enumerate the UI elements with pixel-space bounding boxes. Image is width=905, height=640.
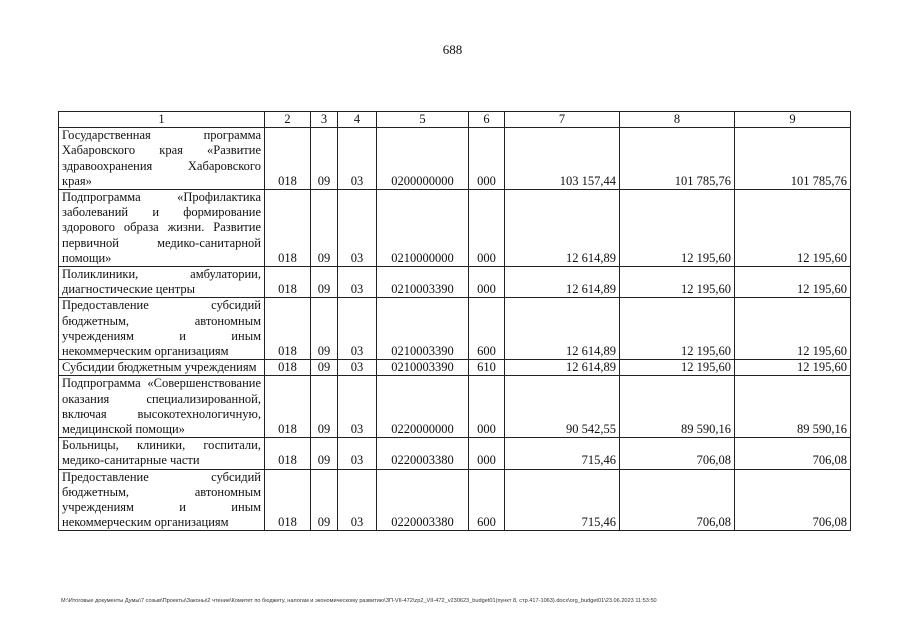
table-row: [59, 267, 851, 298]
cell-target-code: 0210003390: [377, 267, 469, 298]
cell-ministry-code: 018: [265, 376, 311, 438]
column-header: 9: [735, 112, 851, 128]
cell-subsection-code: 03: [338, 190, 377, 267]
cell-expense-type: 600: [469, 469, 505, 531]
cell-target-code: 0220000000: [377, 376, 469, 438]
cell-amount-8: 706,08: [620, 438, 735, 469]
cell-amount-9: 101 785,76: [735, 128, 851, 190]
cell-ministry-code: 018: [265, 298, 311, 360]
column-header: 6: [469, 112, 505, 128]
column-header: 1: [59, 112, 265, 128]
row-name: Предоставление субсидий бюджетным, автономным учреждениям и иным некоммерческим организациям: [59, 469, 265, 531]
cell-expense-type: 000: [469, 128, 505, 190]
cell-amount-8: 89 590,16: [620, 376, 735, 438]
column-header: 5: [377, 112, 469, 128]
page-number: 688: [442, 42, 463, 57]
cell-section-code: 09: [311, 267, 338, 298]
cell-subsection-code: 03: [338, 128, 377, 190]
cell-ministry-code: 018: [265, 469, 311, 531]
cell-expense-type: 000: [469, 438, 505, 469]
table-row: [59, 190, 851, 267]
cell-amount-9: 89 590,16: [735, 376, 851, 438]
cell-section-code: 09: [311, 190, 338, 267]
cell-ministry-code: 018: [265, 190, 311, 267]
cell-amount-7: 12 614,89: [505, 298, 620, 360]
cell-subsection-code: 03: [338, 469, 377, 531]
cell-expense-type: 000: [469, 190, 505, 267]
budget-table: [58, 111, 851, 531]
cell-amount-8: 12 195,60: [620, 190, 735, 267]
cell-section-code: 09: [311, 376, 338, 438]
cell-amount-8: 101 785,76: [620, 128, 735, 190]
cell-amount-9: 12 195,60: [735, 298, 851, 360]
cell-amount-7: 715,46: [505, 469, 620, 531]
cell-amount-9: 706,08: [735, 438, 851, 469]
cell-target-code: 0210003390: [377, 298, 469, 360]
cell-expense-type: 000: [469, 376, 505, 438]
row-name: Государственная программа Хабаровского края «Развитие здравоохранения Хабаровского края»: [59, 128, 265, 190]
cell-subsection-code: 03: [338, 376, 377, 438]
cell-amount-9: 706,08: [735, 469, 851, 531]
cell-section-code: 09: [311, 438, 338, 469]
table-row: [59, 376, 851, 438]
cell-amount-9: 12 195,60: [735, 190, 851, 267]
cell-amount-7: 103 157,44: [505, 128, 620, 190]
cell-target-code: 0220003380: [377, 469, 469, 531]
cell-section-code: 09: [311, 469, 338, 531]
cell-amount-8: 12 195,60: [620, 298, 735, 360]
row-name: Подпрограмма «Совершенствование оказания специализированной, включая высокотехнологичную, медицинской помощи»: [59, 376, 265, 438]
cell-target-code: 0210003390: [377, 360, 469, 376]
cell-amount-7: 715,46: [505, 438, 620, 469]
cell-amount-8: 706,08: [620, 469, 735, 531]
cell-amount-7: 90 542,55: [505, 376, 620, 438]
cell-ministry-code: 018: [265, 360, 311, 376]
table-row: [59, 469, 851, 531]
cell-amount-9: 12 195,60: [735, 360, 851, 376]
row-name: Предоставление субсидий бюджетным, автономным учреждениям и иным некоммерческим организациям: [59, 298, 265, 360]
column-header: 3: [311, 112, 338, 128]
cell-ministry-code: 018: [265, 267, 311, 298]
cell-amount-7: 12 614,89: [505, 190, 620, 267]
table-row: [59, 438, 851, 469]
cell-section-code: 09: [311, 298, 338, 360]
cell-subsection-code: 03: [338, 360, 377, 376]
cell-subsection-code: 03: [338, 438, 377, 469]
cell-amount-8: 12 195,60: [620, 360, 735, 376]
row-name: Субсидии бюджетным учреждениям: [59, 360, 265, 376]
cell-subsection-code: 03: [338, 267, 377, 298]
column-header: 2: [265, 112, 311, 128]
cell-expense-type: 600: [469, 298, 505, 360]
cell-target-code: 0200000000: [377, 128, 469, 190]
column-header: 4: [338, 112, 377, 128]
cell-expense-type: 000: [469, 267, 505, 298]
table-header-row: [59, 112, 851, 128]
table-row: [59, 128, 851, 190]
row-name: Подпрограмма «Профилактика заболеваний и формирование здорового образа жизни. Развитие первичной медико-санитарной помощи»: [59, 190, 265, 267]
column-header: 7: [505, 112, 620, 128]
cell-section-code: 09: [311, 360, 338, 376]
table-row: [59, 360, 851, 376]
row-name: Больницы, клиники, госпитали, медико-санитарные части: [59, 438, 265, 469]
table-row: [59, 298, 851, 360]
cell-target-code: 0220003380: [377, 438, 469, 469]
column-header: 8: [620, 112, 735, 128]
footer-file-path: M:\Итоговые документы Думы\7 созыв\Проекты\Законы\2 чтение\Комитет по бюджету, налогам и экономическому развитию\ЗП-VII-472\zp2_VII-472_v230623_budget01(пункт 8, стр.417-1063).docx\org_budget01\23.06.2023 11:53:50: [61, 598, 657, 604]
cell-subsection-code: 03: [338, 298, 377, 360]
cell-amount-8: 12 195,60: [620, 267, 735, 298]
cell-amount-7: 12 614,89: [505, 360, 620, 376]
row-name: Поликлиники, амбулатории, диагностические центры: [59, 267, 265, 298]
cell-amount-9: 12 195,60: [735, 267, 851, 298]
cell-amount-7: 12 614,89: [505, 267, 620, 298]
cell-ministry-code: 018: [265, 438, 311, 469]
cell-section-code: 09: [311, 128, 338, 190]
cell-expense-type: 610: [469, 360, 505, 376]
cell-target-code: 0210000000: [377, 190, 469, 267]
cell-ministry-code: 018: [265, 128, 311, 190]
